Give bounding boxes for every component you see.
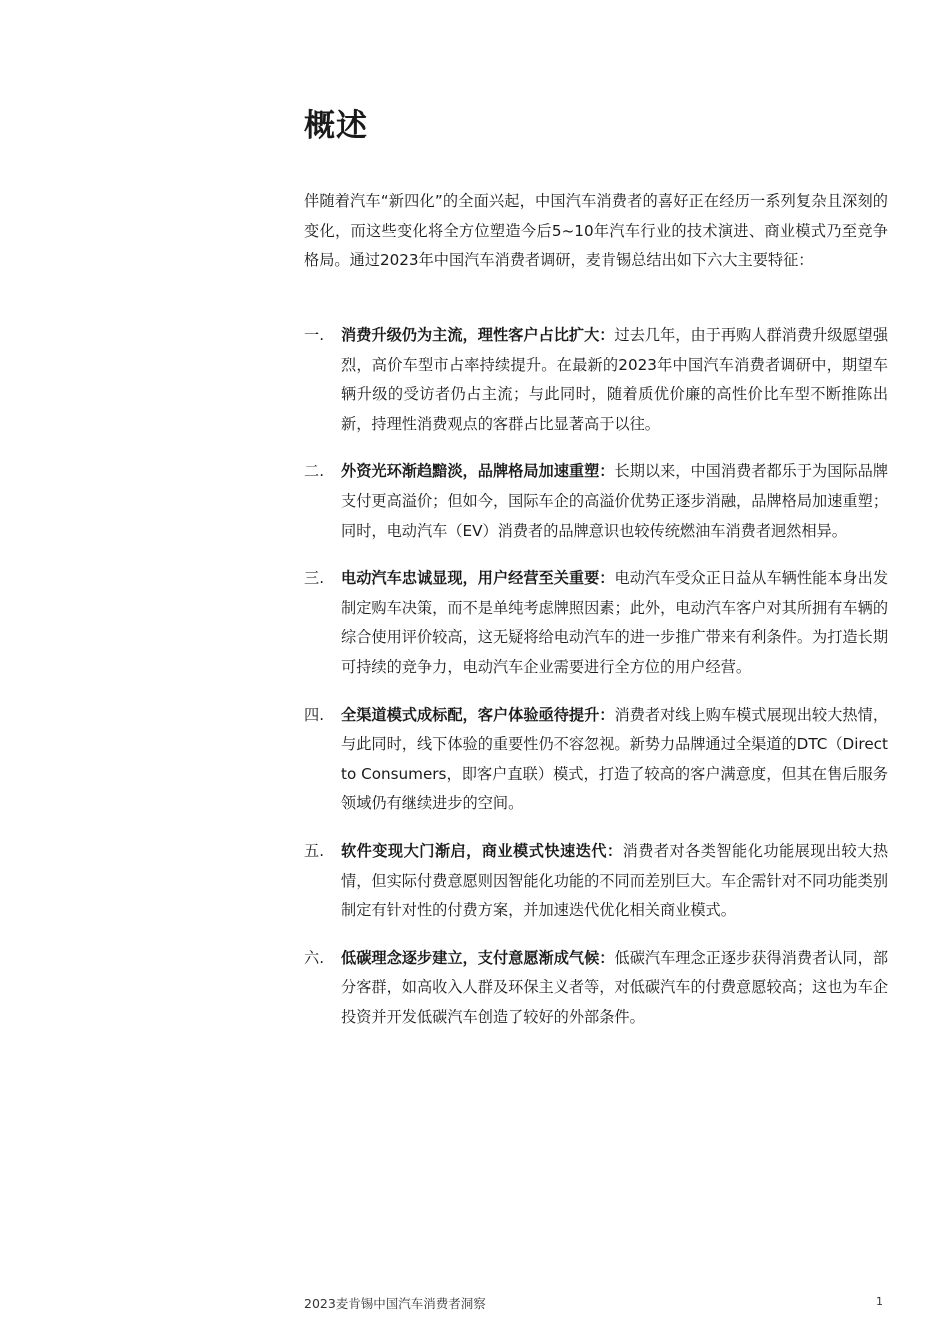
list-item-number: 四. (304, 705, 325, 724)
list-item-heading: 软件变现大门渐启，商业模式快速迭代： (341, 841, 623, 860)
list-item (304, 837, 888, 926)
list-item (304, 564, 888, 682)
list-item-body: 消费者对线上购车模式展现出较大热情，与此同时，线下体验的重要性仍不容忽视。新势力品牌通过全渠道的DTC（Direct to Consumers，即客户直联）模式，打造了较高的客户满意度，但其在售后服务领域仍有继续进步的空间。 (341, 705, 889, 813)
intro-paragraph: 伴随着汽车“新四化”的全面兴起，中国汽车消费者的喜好正在经历一系列复杂且深刻的变化，而这些变化将全方位塑造今后5~10年汽车行业的技术演进、商业模式乃至竞争格局。通过2023年中国汽车消费者调研，麦肯锡总结出如下六大主要特征： (304, 192, 888, 270)
list-item-heading: 电动汽车忠诚显现，用户经营至关重要： (341, 569, 615, 588)
list-item-body: 低碳汽车理念正逐步获得消费者认同，部分客群，如高收入人群及环保主义者等，对低碳汽车的付费意愿较高；这也为车企投资并开发低碳汽车创造了较好的外部条件。 (341, 948, 889, 1026)
list-item-body: 电动汽车受众正日益从车辆性能本身出发制定购车决策，而不是单纯考虑牌照因素；此外，电动汽车客户对其所拥有车辆的综合使用评价较高，这无疑将给电动汽车的进一步推广带来有利条件。为打造长期可持续的竞争力，电动汽车企业需要进行全方位的用户经营。 (341, 569, 889, 676)
list-item (304, 457, 888, 546)
page-title: 概述 (304, 108, 368, 144)
list-item (304, 944, 888, 1033)
list-item-heading: 低碳理念逐步建立，支付意愿渐成气候： (341, 948, 615, 967)
list-item-body: 消费者对各类智能化功能展现出较大热情，但实际付费意愿则因智能化功能的不同而差别巨大。车企需针对不同功能类别制定有针对性的付费方案，并加速迭代优化相关商业模式。 (341, 841, 889, 920)
list-item-number: 二. (304, 462, 325, 481)
list-item-heading: 全渠道模式成标配，客户体验亟待提升： (341, 705, 615, 724)
feature-list (304, 321, 888, 1050)
list-item-number: 三. (304, 569, 325, 588)
list-item-heading: 消费升级仍为主流，理性客户占比扩大： (341, 326, 615, 344)
list-item-heading: 外资光环渐趋黯淡，品牌格局加速重塑： (341, 462, 615, 481)
list-item-number: 六. (304, 948, 325, 967)
footer-report-title: 2023麦肯锡中国汽车消费者洞察 (304, 1296, 486, 1311)
list-item (304, 321, 888, 439)
list-item-body: 长期以来，中国消费者都乐于为国际品牌支付更高溢价；但如今，国际车企的高溢价优势正逐步消融，品牌格局加速重塑；同时，电动汽车（EV）消费者的品牌意识也较传统燃油车消费者迥然相异。 (341, 462, 889, 540)
list-item-number: 五. (304, 841, 325, 860)
list-item (304, 701, 888, 819)
list-item-body: 过去几年，由于再购人群消费升级愿望强烈，高价车型市占率持续提升。在最新的2023年中国汽车消费者调研中，期望车辆升级的受访者仍占主流；与此同时，随着质优价廉的高性价比车型不断推陈出新，持理性消费观点的客群占比显著高于以往。 (341, 326, 889, 433)
list-item-number: 一. (304, 326, 325, 344)
page-number: 1 (876, 1295, 883, 1308)
